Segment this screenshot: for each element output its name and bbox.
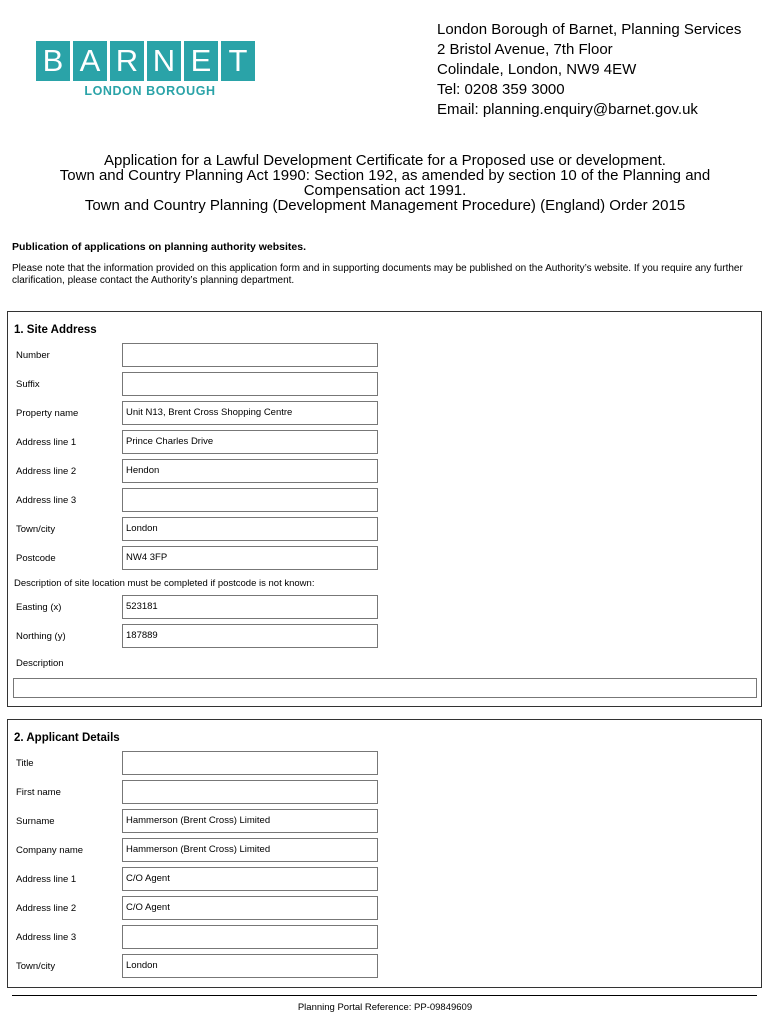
property-name-field[interactable]: Unit N13, Brent Cross Shopping Centre <box>122 401 378 425</box>
field-label: Address line 1 <box>16 874 77 885</box>
first-name-field[interactable] <box>122 780 378 804</box>
suffix-field[interactable] <box>122 372 378 396</box>
logo-letter: T <box>221 41 255 81</box>
town-city-field[interactable]: London <box>122 954 378 978</box>
easting-field[interactable]: 523181 <box>122 595 378 619</box>
form-title <box>20 153 750 213</box>
field-row <box>8 546 761 572</box>
field-label: Town/city <box>16 961 56 972</box>
surname-field[interactable]: Hammerson (Brent Cross) Limited <box>122 809 378 833</box>
field-row <box>8 595 761 621</box>
field-label: Company name <box>16 845 84 856</box>
northing-field[interactable]: 187889 <box>122 624 378 648</box>
field-label: First name <box>16 787 61 798</box>
field-row <box>8 780 761 806</box>
field-label: Postcode <box>16 553 56 564</box>
logo-subtitle: LONDON BOROUGH <box>84 84 216 98</box>
postcode-field[interactable]: NW4 3FP <box>122 546 378 570</box>
address-line3-field[interactable] <box>122 488 378 512</box>
logo-letter: A <box>73 41 107 81</box>
company-name-field[interactable]: Hammerson (Brent Cross) Limited <box>122 838 378 862</box>
contact-line: 2 Bristol Avenue, 7th Floor <box>437 41 613 58</box>
field-row <box>8 954 761 980</box>
field-row <box>8 459 761 485</box>
footer-divider <box>12 995 757 996</box>
field-label: Surname <box>16 816 55 827</box>
field-row <box>8 488 761 514</box>
address-line1-field[interactable]: Prince Charles Drive <box>122 430 378 454</box>
contact-line: London Borough of Barnet, Planning Services <box>437 21 742 38</box>
field-row <box>8 809 761 835</box>
logo-letter: B <box>36 41 70 81</box>
field-row <box>8 372 761 398</box>
field-label: Address line 3 <box>16 495 77 506</box>
address-line2-field[interactable]: Hendon <box>122 459 378 483</box>
field-row <box>8 751 761 777</box>
address-line2-field[interactable]: C/O Agent <box>122 896 378 920</box>
number-field[interactable] <box>122 343 378 367</box>
contact-phone: Tel: 0208 359 3000 <box>437 81 565 98</box>
field-row <box>8 343 761 369</box>
logo-letters <box>36 41 258 81</box>
title-line: Town and Country Planning (Development Management Procedure) (England) Order 2015 <box>84 197 686 214</box>
applicant-details-section <box>7 719 762 988</box>
logo-letter: E <box>184 41 218 81</box>
field-label: Address line 1 <box>16 437 77 448</box>
section-title: 1. Site Address <box>14 324 97 336</box>
field-label: Number <box>16 350 50 361</box>
field-row <box>8 624 761 650</box>
contact-block <box>437 20 741 120</box>
site-address-section <box>7 311 762 707</box>
field-row <box>8 838 761 864</box>
description-field[interactable] <box>13 678 757 698</box>
title-line: Application for a Lawful Development Certificate for a Proposed use or development. <box>104 152 666 169</box>
field-row <box>8 896 761 922</box>
field-row <box>8 867 761 893</box>
contact-email: Email: planning.enquiry@barnet.gov.uk <box>437 101 698 118</box>
barnet-logo <box>36 41 258 98</box>
portal-reference: Planning Portal Reference: PP-09849609 <box>297 1002 473 1013</box>
address-line1-field[interactable]: C/O Agent <box>122 867 378 891</box>
description-label: Description <box>16 658 64 669</box>
field-row <box>8 517 761 543</box>
publication-heading: Publication of applications on planning authority websites. <box>12 241 307 253</box>
field-label: Property name <box>16 408 79 419</box>
field-label: Suffix <box>16 379 40 390</box>
field-row <box>8 430 761 456</box>
field-label: Easting (x) <box>16 602 62 613</box>
title-line: Town and Country Planning Act 1990: Section 192, as amended by section 10 of the Planning and <box>59 167 711 184</box>
field-label: Address line 3 <box>16 932 77 943</box>
address-line3-field[interactable] <box>122 925 378 949</box>
logo-letter: N <box>147 41 181 81</box>
title-field[interactable] <box>122 751 378 775</box>
town-city-field[interactable]: London <box>122 517 378 541</box>
field-row <box>8 925 761 951</box>
location-note: Description of site location must be completed if postcode is not known: <box>14 578 315 589</box>
title-line: Compensation act 1991. <box>303 182 467 199</box>
publication-note: Please note that the information provided on this application form and in supporting documents may be published on the Authority’s website. If you require any further clarification, please contact the Authority’s planning department. <box>12 263 743 286</box>
field-label: Northing (y) <box>16 631 66 642</box>
field-label: Town/city <box>16 524 56 535</box>
contact-line: Colindale, London, NW9 4EW <box>437 61 637 78</box>
field-label: Address line 2 <box>16 903 77 914</box>
field-label: Title <box>16 758 34 769</box>
section-title: 2. Applicant Details <box>14 732 120 744</box>
field-label: Address line 2 <box>16 466 77 477</box>
field-row <box>8 401 761 427</box>
logo-letter: R <box>110 41 144 81</box>
